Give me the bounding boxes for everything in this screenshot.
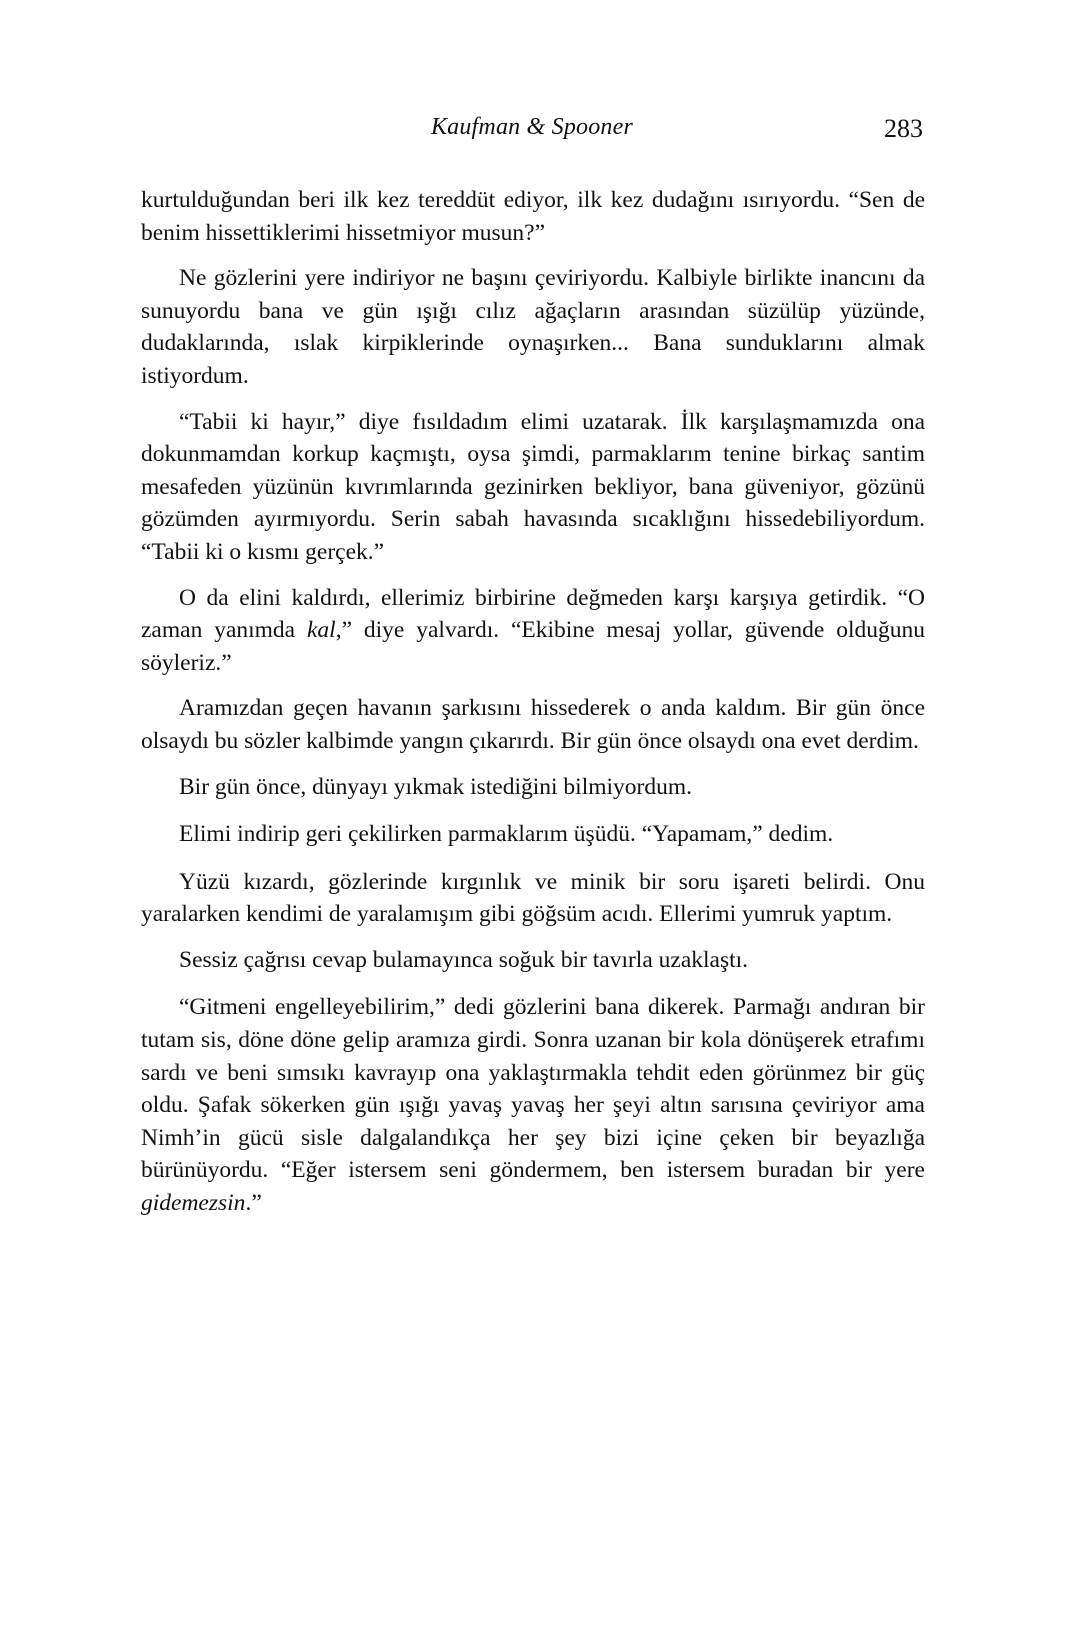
page-header: [141, 114, 923, 154]
paragraph-10: [141, 991, 925, 1219]
text-segment: “Gitmeni engelleyebilirim,” dedi gözlerini bana dikerek. Parmağı andıran bir tutam sis, döne döne gelip aramıza girdi. Sonra uzanan bir kola dönüşerek etrafımı sardı ve beni sımsıkı kavrayıp ona yaklaştırmakla tehdit eden görünmez bir güç oldu. Şafak sökerken gün ışığı yavaş yavaş her şeyi altın sarısına çeviriyor ama Nimh’in gücü sisle dalgalandıkça her şey bizi içine çeken bir beyazlığa bürünüyordu. “Eğer istersem seni göndermem, ben istersem buradan bir yere: [141, 994, 925, 1184]
body-text: [141, 184, 925, 1233]
paragraph-4: [141, 582, 925, 680]
text-segment: .”: [245, 1190, 262, 1217]
paragraph-2: [141, 262, 925, 392]
italic-segment: kal: [307, 617, 336, 644]
text-segment: Sessiz çağrısı cevap bulamayınca soğuk bir tavırla uzaklaştı.: [179, 946, 749, 973]
text-segment: Bir gün önce, dünyayı yıkmak istediğini bilmiyordum.: [179, 773, 693, 800]
running-title: Kaufman & Spooner: [430, 114, 634, 140]
paragraph-5: [141, 692, 925, 757]
text-segment: Aramızdan geçen havanın şarkısını hissederek o anda kaldım. Bir gün önce olsaydı bu sözler kalbimde yangın çıkarırdı. Bir gün önce olsaydı ona evet derdim.: [141, 695, 925, 754]
text-segment: “Tabii ki hayır,” diye fısıldadım elimi uzatarak. İlk karşılaşmamızda ona dokunmamdan korkup kaçmıştı, oysa şimdi, parmaklarım tenine birkaç santim mesafeden yüzünün kıvrımlarında gezinirken bekliyor, bana güveniyor, gözünü gözümden ayırmıyordu. Serin sabah havasında sıcaklığını hissedebiliyordum. “Tabii ki o kısmı gerçek.”: [141, 408, 925, 565]
paragraph-9: [141, 944, 925, 977]
text-segment: Elimi indirip geri çekilirken parmaklarım üşüdü. “Yapamam,” dedim.: [179, 821, 834, 848]
paragraph-3: [141, 406, 925, 569]
paragraph-8: [141, 866, 925, 931]
text-segment: O da elini kaldırdı, ellerimiz birbirine değmeden karşı karşıya getirdik. “O zaman yanımda: [141, 584, 925, 644]
paragraph-7: [141, 818, 925, 851]
italic-segment: gidemezsin: [141, 1190, 246, 1217]
text-segment: ,” diye yalvardı. “Ekibine mesaj yollar, güvende olduğunu söyleriz.”: [141, 617, 925, 676]
text-segment: kurtulduğundan beri ilk kez tereddüt ediyor, ilk kez dudağını ısırıyordu. “Sen de benim hissettiklerimi hissetmiyor musun?”: [141, 187, 925, 246]
text-segment: Ne gözlerini yere indiriyor ne başını çeviriyordu. Kalbiyle birlikte inancını da sunuyordu bana ve gün ışığı cılız ağaçların arasından süzülüp yüzünde, dudaklarında, ıslak kirpiklerinde oynaşırken... Bana sunduklarını almak istiyordum.: [141, 265, 925, 389]
page-number: 283: [884, 114, 923, 143]
paragraph-6: [141, 771, 925, 804]
text-segment: Yüzü kızardı, gözlerinde kırgınlık ve minik bir soru işareti belirdi. Onu yaralarken kendimi de yaralamışım gibi göğsüm acıdı. Ellerimi yumruk yaptım.: [141, 868, 925, 928]
paragraph-1: [141, 184, 925, 249]
